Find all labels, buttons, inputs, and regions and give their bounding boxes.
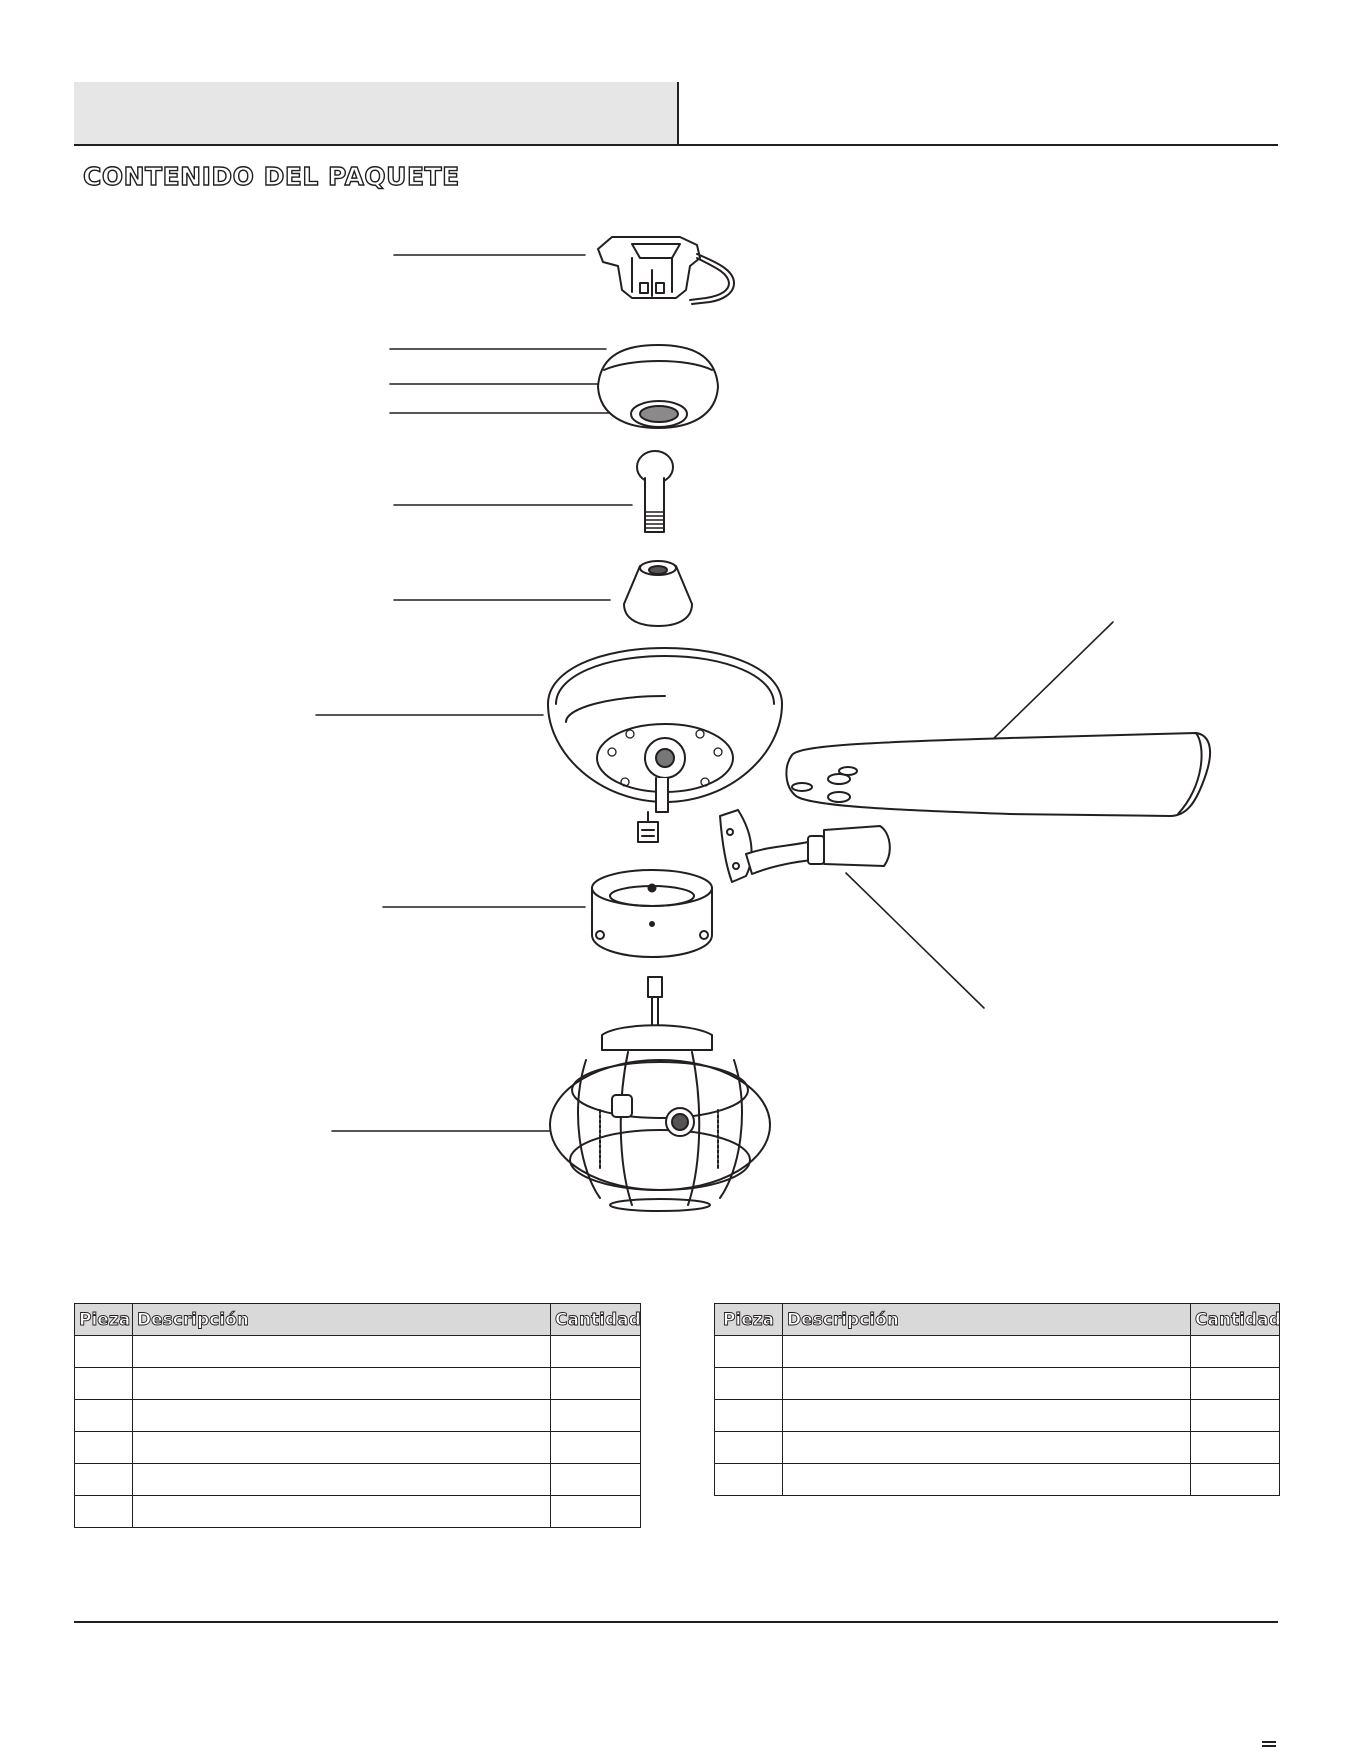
- quantity-cell: [551, 1432, 641, 1464]
- part-cell: [715, 1400, 783, 1432]
- coupling-cover-drawing: [624, 561, 692, 626]
- table-header-row: [715, 1304, 1280, 1336]
- switch-housing-drawing: [592, 870, 712, 957]
- quantity-cell: [551, 1336, 641, 1368]
- table-row: [75, 1336, 641, 1368]
- quantity-cell: [1191, 1336, 1280, 1368]
- quantity-cell: [551, 1496, 641, 1528]
- quantity-cell: [551, 1400, 641, 1432]
- description-cell: [133, 1496, 551, 1528]
- table-row: [75, 1432, 641, 1464]
- header-part: Pieza: [75, 1304, 133, 1336]
- table-row: [715, 1400, 1280, 1432]
- description-cell: [783, 1432, 1191, 1464]
- downrod-drawing: [637, 451, 673, 532]
- part-cell: [75, 1400, 133, 1432]
- description-cell: [133, 1368, 551, 1400]
- part-cell: [75, 1368, 133, 1400]
- table-row: [715, 1432, 1280, 1464]
- section-title: CONTENIDO DEL PAQUETE: [83, 162, 460, 191]
- table-row: [715, 1464, 1280, 1496]
- quantity-cell: [551, 1368, 641, 1400]
- motor-housing-drawing: [548, 648, 782, 842]
- description-cell: [783, 1400, 1191, 1432]
- header-quantity: Cantidad: [1191, 1304, 1280, 1336]
- table-row: [75, 1400, 641, 1432]
- light-kit-drawing: [550, 977, 770, 1211]
- part-cell: [75, 1464, 133, 1496]
- part-cell: [715, 1368, 783, 1400]
- description-cell: [133, 1432, 551, 1464]
- table-row: [715, 1336, 1280, 1368]
- quantity-cell: [551, 1464, 641, 1496]
- header-description: Descripción: [133, 1304, 551, 1336]
- table-header-row: [75, 1304, 641, 1336]
- parts-table-right: [714, 1303, 1280, 1496]
- parts-table-left: [74, 1303, 641, 1528]
- description-cell: [133, 1464, 551, 1496]
- mounting-bracket-drawing: [598, 237, 734, 304]
- description-cell: [783, 1336, 1191, 1368]
- part-cell: [75, 1336, 133, 1368]
- canopy-drawing: [598, 345, 718, 428]
- header-part: Pieza: [715, 1304, 783, 1336]
- part-cell: [75, 1496, 133, 1528]
- fan-blade-drawing: [786, 733, 1210, 816]
- quantity-cell: [1191, 1368, 1280, 1400]
- page-corner-mark: [1262, 1741, 1276, 1743]
- table-row: [75, 1496, 641, 1528]
- header-description: Descripción: [783, 1304, 1191, 1336]
- description-cell: [783, 1368, 1191, 1400]
- header-quantity: Cantidad: [551, 1304, 641, 1336]
- table-row: [715, 1368, 1280, 1400]
- page-corner-mark: [1262, 1745, 1276, 1747]
- part-cell: [715, 1464, 783, 1496]
- quantity-cell: [1191, 1432, 1280, 1464]
- part-cell: [75, 1432, 133, 1464]
- quantity-cell: [1191, 1400, 1280, 1432]
- description-cell: [133, 1336, 551, 1368]
- table-row: [75, 1368, 641, 1400]
- footer-rule: [74, 1621, 1278, 1623]
- leader-line-blade-arm: [846, 873, 984, 1008]
- table-row: [75, 1464, 641, 1496]
- description-cell: [783, 1464, 1191, 1496]
- leader-line-blade: [989, 622, 1113, 743]
- quantity-cell: [1191, 1464, 1280, 1496]
- part-cell: [715, 1336, 783, 1368]
- description-cell: [133, 1400, 551, 1432]
- blade-arm-drawing: [720, 810, 890, 882]
- part-cell: [715, 1432, 783, 1464]
